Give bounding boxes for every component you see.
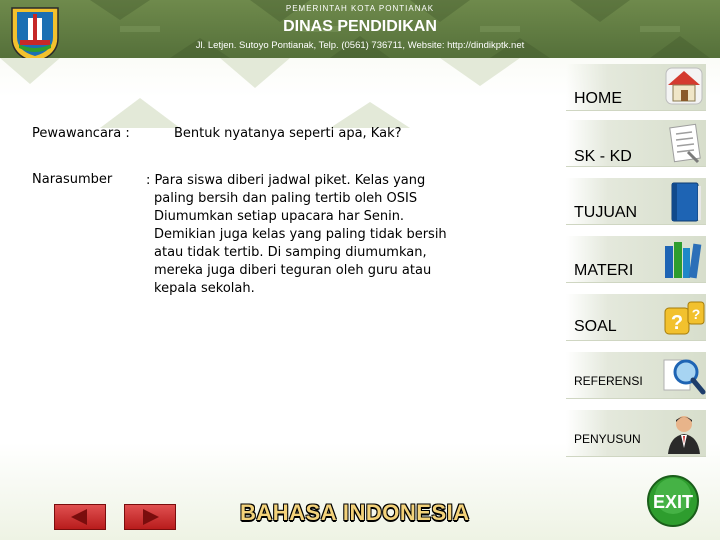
header-office-title: DINAS PENDIDIKAN	[283, 18, 437, 35]
subject-title: BAHASA INDONESIA	[240, 500, 470, 525]
menu-item-label: TUJUAN	[574, 204, 638, 221]
interviewer-label: Pewawancara :	[32, 126, 130, 141]
question-icon	[662, 298, 706, 342]
svg-text:?: ?	[691, 306, 701, 322]
answer-line: mereka juga diberi teguran oleh guru atau	[154, 263, 432, 278]
prev-button[interactable]	[54, 504, 106, 530]
answer-line: Diumumkan setiap upacara har Senin.	[154, 209, 405, 224]
answer-line: : Para siswa diberi jadwal piket. Kelas yang	[146, 173, 426, 188]
document-icon	[662, 122, 706, 166]
menu-item-label: SOAL	[574, 318, 617, 335]
side-menu	[566, 64, 716, 464]
books-icon	[662, 238, 706, 282]
menu-item-label: HOME	[574, 90, 622, 107]
answer-line: kepala sekolah.	[154, 281, 255, 296]
exit-button[interactable]	[646, 474, 700, 528]
menu-item-home[interactable]	[566, 64, 706, 111]
answer-line: Demikian juga kelas yang paling tidak bersih	[154, 227, 447, 242]
person-icon	[662, 412, 706, 456]
next-button[interactable]	[124, 504, 176, 530]
menu-item-materi[interactable]	[566, 236, 706, 283]
menu-item-label: PENYUSUN	[574, 432, 641, 446]
menu-item-label: MATERI	[574, 262, 634, 279]
magnifier-icon	[662, 354, 706, 398]
arrow-left-icon	[55, 505, 105, 529]
header-banner	[0, 0, 720, 58]
header-government-label: PEMERINTAH KOTA PONTIANAK	[285, 4, 435, 13]
menu-item-sk-kd[interactable]	[566, 120, 706, 167]
menu-item-tujuan[interactable]	[566, 178, 706, 225]
book-icon	[662, 180, 706, 224]
home-icon	[662, 64, 706, 108]
source-answer	[146, 172, 486, 298]
interview-dialog	[20, 118, 550, 368]
svg-text:?: ?	[670, 312, 684, 334]
source-label: Narasumber	[32, 172, 113, 187]
answer-line: atau tidak tertib. Di samping diumumkan,	[154, 245, 427, 260]
answer-line: paling bersih dan paling tertib oleh OSIS	[154, 191, 418, 206]
menu-item-label: REFERENSI	[574, 374, 643, 388]
menu-item-referensi[interactable]	[566, 352, 706, 399]
menu-item-label: SK - KD	[574, 148, 632, 165]
menu-item-penyusun[interactable]	[566, 410, 706, 457]
header-address: Jl. Letjen. Sutoyo Pontianak, Telp. (0561) 736711, Website: http://dindikptk.net	[195, 40, 525, 51]
interviewer-question: Bentuk nyatanya seperti apa, Kak?	[174, 126, 402, 141]
menu-item-soal[interactable]	[566, 294, 706, 341]
svg-text:EXIT: EXIT	[652, 492, 694, 512]
arrow-right-icon	[125, 505, 175, 529]
